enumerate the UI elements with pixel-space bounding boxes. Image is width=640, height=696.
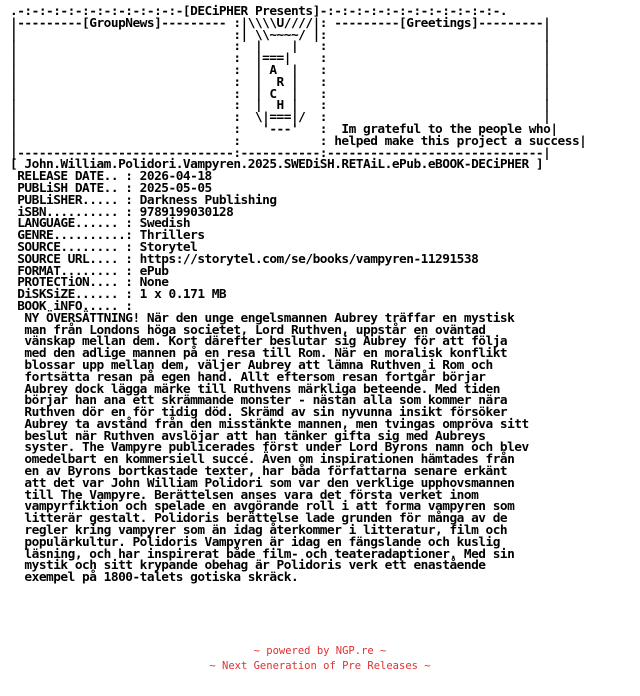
nfo-line: | : | H | : | [10,98,551,114]
nfo-line: börjar han ana ett skrämmande monster - nästan alla som kommer nära [10,393,508,409]
nfo-text [10,6,586,584]
nfo-line: att det var John William Polidori som var den verklige upphovsmannen [10,475,515,491]
nfo-line: | : \|===|/ : | [10,110,551,126]
nfo-line: | : | A | : | [10,62,551,78]
nfo-line: | :| \\~~~~/ |: | [10,27,551,43]
nfo-line: |---------[GroupNews]--------- :|\\\\U////|: ---------[Greetings]---------| [10,15,551,31]
nfo-line: med den adlige mannen på en resa till Rom. När en moralisk konflikt [10,346,508,362]
nfo-line: | : | R | : | [10,74,551,90]
nfo-line: syster. The Vampyre publicerades först under Lord Byrons namn och blev [10,440,529,456]
nfo-line: [ John.William.Polidori.Vampyren.2025.SWEDiSH.RETAiL.ePub.eBOOK-DECiPHER ] [10,157,544,173]
nfo-line: PUBLiSHER..... : Darkness Publishing [10,192,277,208]
nfo-line: iSBN.......... : 9789199030128 [10,204,234,220]
nfo-line: | : | C | : | [10,86,551,102]
footer-powered-by: ~ powered by NGP.re ~ [253,645,387,657]
nfo-line: blossar upp mellan dem, väljer Aubrey att lämna Ruthven i Rom och [10,357,493,373]
nfo-line: regler kring vampyrer som än idag återkommer i litteratur, film och [10,523,508,539]
nfo-line: |------------------------------:-----------:------------------------------| [10,145,551,161]
nfo-line: beslut när Ruthven avslöjar att han tänker gifta sig med Aubreys [10,428,486,444]
nfo-line: litterär gestalt. Polidoris berättelse lade grunden för många av de [10,511,508,527]
nfo-line: LANGUAGE...... : Swedish [10,216,191,232]
nfo-line: Aubrey dock lägga märke till Ruthvens märkliga beteende. Med tiden [10,381,500,397]
nfo-line: omedelbart en kommersiell succé. Även om inspirationen hämtades från [10,452,515,468]
nfo-line: SOURCE........ : Storytel [10,239,198,255]
nfo-line: mystik och sitt krypande obehag är Polidoris verk ett enastående [10,558,486,574]
nfo-line: | : : helped make this project a success| [10,133,587,149]
nfo-line: | : | | : | [10,39,551,55]
footer-tagline: ~ Next Generation of Pre Releases ~ [209,660,431,672]
nfo-line: exempel på 1800-talets gotiska skräck. [10,570,299,586]
nfo-line: läsning, och har inspirerat både film- och teateradaptioner. Med sin [10,546,515,562]
nfo-line: PUBLiSH DATE.. : 2025-05-05 [10,180,212,196]
nfo-line: till The Vampyre. Berättelsen anses vara det första verket inom [10,487,479,503]
nfo-line: vampyrfiktion och spelade en avgörande roll i att forma vampyren som [10,499,515,515]
nfo-line: FORMAT........ : ePub [10,263,169,279]
nfo-line: .-:-:-:-:-:-:-:-:-:-:-:-[DECiPHER Presents]-:-:-:-:-:-:-:-:-:-:-:-:-. [10,4,508,19]
nfo-line: RELEASE DATE.. : 2026-04-18 [10,169,212,185]
nfo-line: NY ÖVERSÄTTNING! När den unge engelsmannen Aubrey träffar en mystisk [10,310,515,326]
nfo-line: SOURCE URL.... : https://storytel.com/se/books/vampyren-11291538 [10,251,479,267]
nfo-line: Ruthven dör en för tidig död. Skrämd av sin nyvunna insikt försöker [10,405,508,421]
nfo-line: GENRE..........: Thrillers [10,228,205,244]
nfo-line: vänskap mellan dem. Kort därefter beslutar sig Aubrey för att följa [10,334,508,350]
nfo-line: DiSKSiZE...... : 1 x 0.171 MB [10,287,227,303]
nfo-line: en av Byrons bortkastade texter, har båda författarna senare erkänt [10,464,508,480]
nfo-line: | : '---' : Im grateful to the people who| [10,121,558,137]
nfo-line: Aubrey ta avstånd från den misstänkte mannen, men tvingas ompröva sitt [10,416,529,432]
nfo-line: populärkultur. Polidoris Vampyren är idag en fängslande och kuslig [10,534,500,550]
nfo-line: fortsätta resan på egen hand. Allt eftersom resan fortgår börjar [10,369,486,385]
nfo-line: BOOK iNFO..... : [10,298,133,314]
nfo-line: PROTECTiON.... : None [10,275,169,291]
nfo-line: | : |===| : | [10,51,551,67]
nfo-line: man från Londons höga societet, Lord Ruthven, uppstår en oväntad [10,322,486,338]
